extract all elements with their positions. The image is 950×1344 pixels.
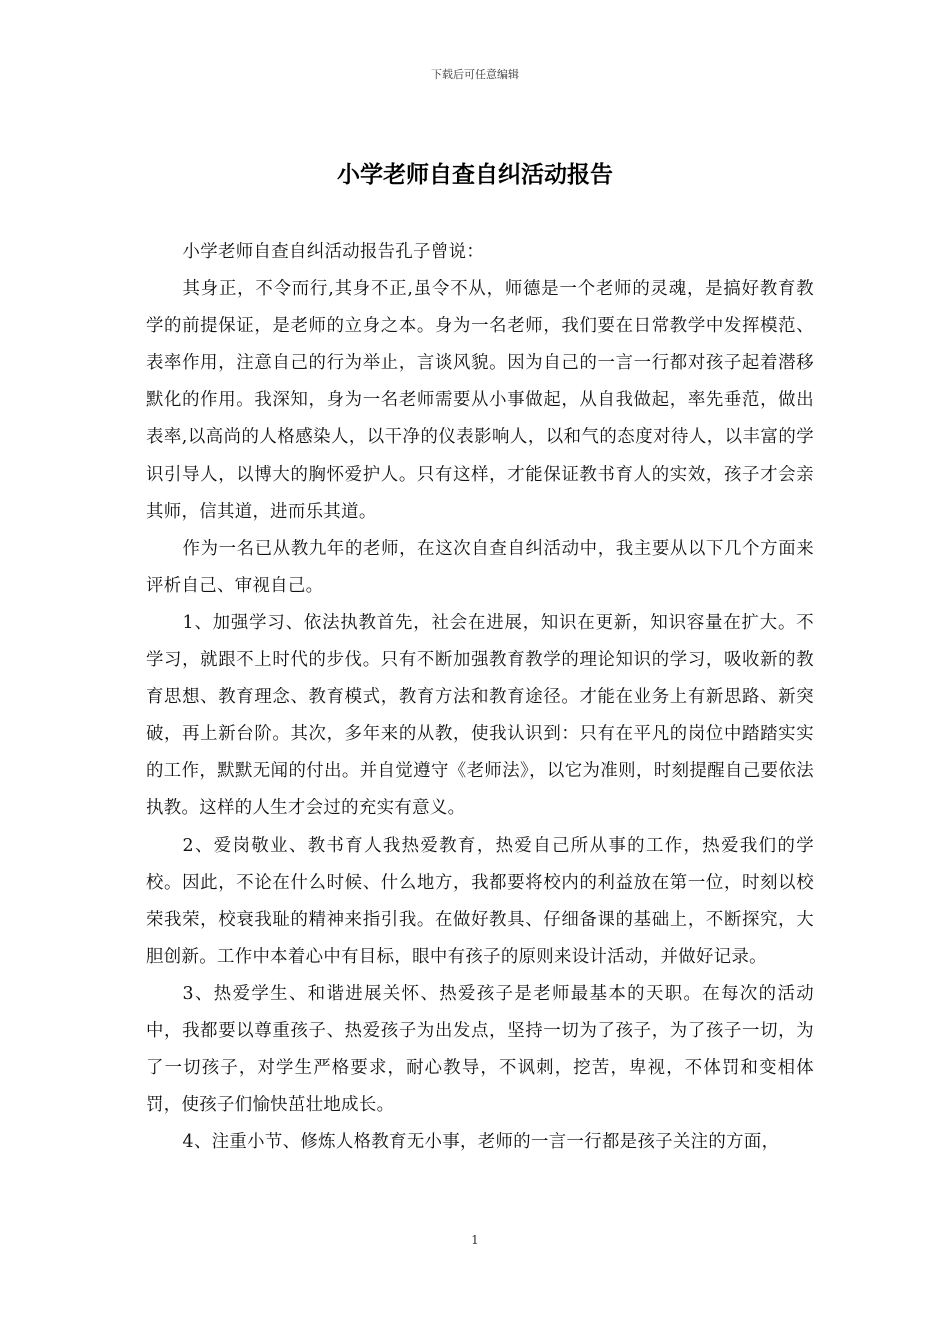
paragraph-point-4: 4、注重小节、修炼人格教育无小事，老师的一言一行都是孩子关注的方面，: [182, 1132, 780, 1153]
page-header-note: 下载后可任意编辑: [431, 68, 519, 81]
paragraph-intro: 小学老师自查自纠活动报告孔子曾说：: [182, 242, 485, 262]
document-title: 小学老师自查自纠活动报告: [337, 161, 613, 188]
paragraph-point-1: 1、加强学习、依法执教首先，社会在进展，知识在更新，知识容量在扩大。不学习，就跟不上时代的步伐。只有不断加强教育教学的理论知识的学习，吸收新的教育思想、教育理念、教育模式，教育方法和教育途径。才能在业务上有新思路、新突破，再上新台阶。其次，多年来的从教，使我认识到：只有在平凡的岗位中踏踏实实的工作，默默无闻的付出。并自觉遵守《老师法》，以它为准则，时刻提醒自己要依法执教。这样的人生才会过的充实有意义。: [146, 612, 814, 819]
paragraph-point-3: 3、热爱学生、和谐进展关怀、热爱孩子是老师最基本的天职。在每次的活动中，我都要以尊重孩子、热爱孩子为出发点，坚持一切为了孩子，为了孩子一切，为了一切孩子，对学生严格要求，耐心教导，不讽刺，挖苦，卑视，不体罚和变相体罚，使孩子们愉快茁壮地成长。: [146, 983, 814, 1116]
page-number: 1: [471, 1233, 479, 1247]
paragraph-point-2: 2、爱岗敬业、教书育人我热爱教育，热爱自己所从事的工作，热爱我们的学校。因此，不论在什么时候、什么地方，我都要将校内的利益放在第一位，时刻以校荣我荣，校衰我耻的精神来指引我。在做好教具、仔细备课的基础上，不断探究，大胆创新。工作中本着心中有目标，眼中有孩子的原则来设计活动，并做好记录。: [146, 835, 814, 967]
paragraph-self-review: 作为一名已从教九年的老师，在这次自查自纠活动中，我主要从以下几个方面来评析自己、审视自己。: [146, 538, 814, 596]
document-body: [146, 234, 814, 1161]
paragraph-teacher-ethics: 其身正，不令而行,其身不正,虽令不从，师德是一个老师的灵魂，是搞好教育教学的前提保证，是老师的立身之本。身为一名老师，我们要在日常教学中发挥模范、表率作用，注意自己的行为举止，言谈风貌。因为自己的一言一行都对孩子起着潜移默化的作用。我深知，身为一名老师需要从小事做起，从自我做起，率先垂范，做出表率,以高尚的人格感染人，以干净的仪表影响人，以和气的态度对待人，以丰富的学识引导人，以博大的胸怀爱护人。只有这样，才能保证教书育人的实效，孩子才会亲其师，信其道，进而乐其道。: [146, 279, 814, 522]
